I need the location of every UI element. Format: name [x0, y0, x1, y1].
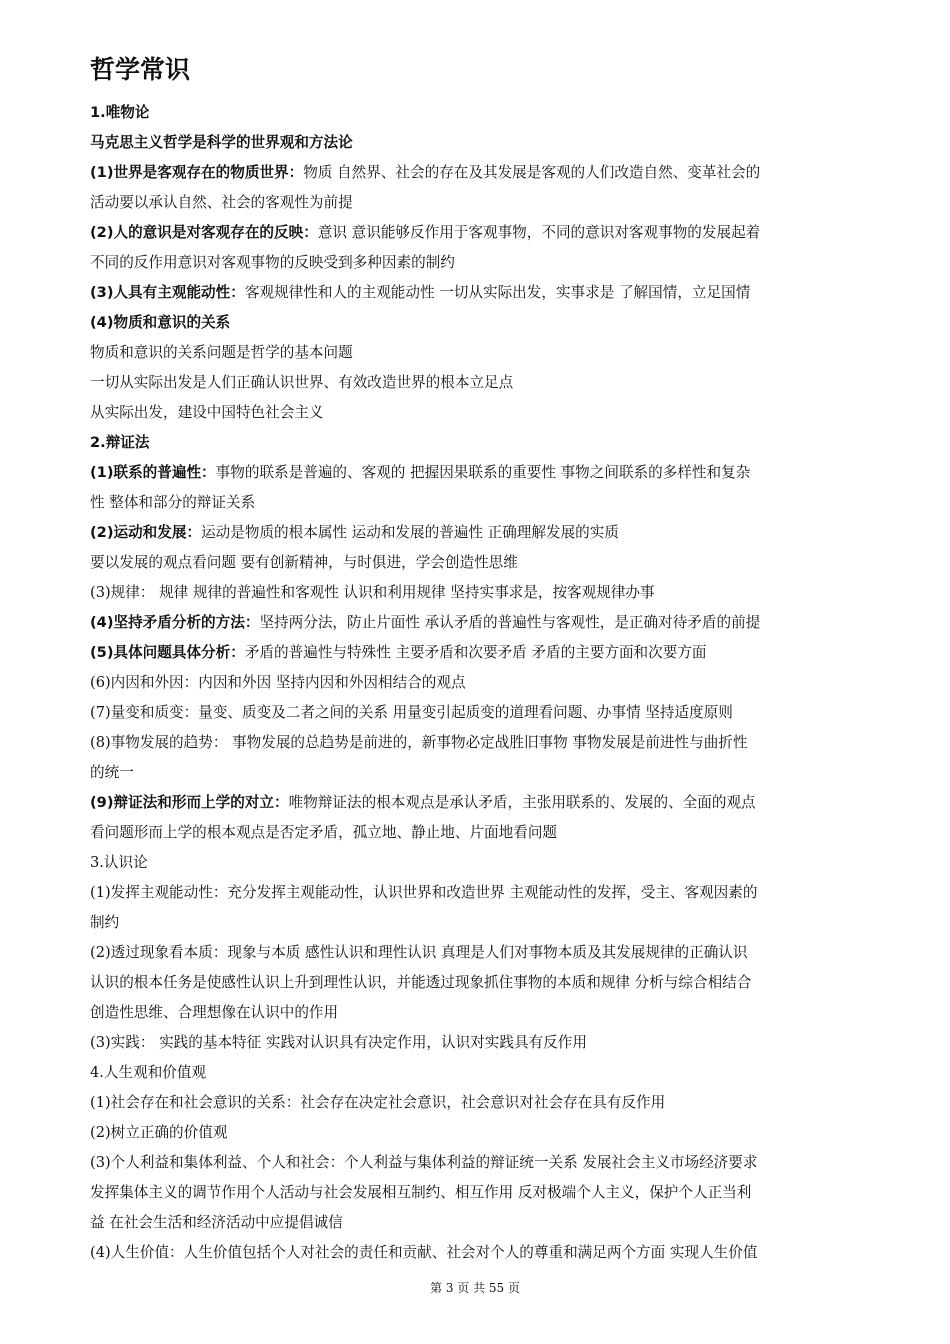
- line-text: 创造性思维、合理想像在认识中的作用: [90, 1004, 339, 1021]
- line-text: 一切从实际出发是人们正确认识世界、有效改造世界的根本立足点: [90, 374, 514, 391]
- bold-heading: 马克思主义哲学是科学的世界观和方法论: [90, 134, 353, 151]
- text-line: [90, 158, 865, 188]
- text-line: [90, 338, 865, 368]
- text-line: [90, 248, 865, 278]
- line-text: 看问题形而上学的根本观点是否定矛盾，孤立地、静止地、片面地看问题: [90, 824, 558, 841]
- text-line: [90, 1178, 865, 1208]
- text-line: [90, 1028, 865, 1058]
- text-line: [90, 758, 865, 788]
- bold-heading: (2)人的意识是对客观存在的反映：: [90, 224, 318, 241]
- line-text: (2)透过现象看本质：现象与本质 感性认识和理性认识 真理是人们对事物本质及其发展规律的正确认识: [90, 944, 748, 961]
- text-line: [90, 428, 865, 458]
- line-text: 发挥集体主义的调节作用个人活动与社会发展相互制约、相互作用 反对极端个人主义，保护个人正当利: [90, 1184, 752, 1201]
- text-line: [90, 218, 865, 248]
- text-line: [90, 608, 865, 638]
- line-text: 性 整体和部分的辩证关系: [90, 494, 256, 511]
- bold-heading: 2.辩证法: [90, 434, 150, 451]
- text-line: [90, 1118, 865, 1148]
- line-text: (3)规律： 规律 规律的普遍性和客观性 认识和利用规律 坚持实事求是，按客观规律办事: [90, 584, 655, 601]
- bold-heading: (4)物质和意识的关系: [90, 314, 231, 331]
- line-text: 制约: [90, 914, 120, 931]
- text-line: [90, 968, 865, 998]
- line-text: 认识的根本任务是使感性认识上升到理性认识，并能透过现象抓住事物的本质和规律 分析与综合相结合: [90, 974, 752, 991]
- line-text: 3.认识论: [90, 854, 148, 871]
- text-line: [90, 728, 865, 758]
- text-line: [90, 668, 865, 698]
- text-line: [90, 698, 865, 728]
- text-line: [90, 788, 865, 818]
- bold-heading: (1)联系的普遍性：: [90, 464, 216, 481]
- text-line: [90, 308, 865, 338]
- text-line: [90, 1148, 865, 1178]
- line-text: (1)社会存在和社会意识的关系：社会存在决定社会意识，社会意识对社会存在具有反作用: [90, 1094, 666, 1111]
- text-line: [90, 1208, 865, 1238]
- text-line: [90, 518, 865, 548]
- line-text: (1)发挥主观能动性：充分发挥主观能动性，认识世界和改造世界 主观能动性的发挥，受主、客观因素的: [90, 884, 758, 901]
- line-text: (3)个人利益和集体利益、个人和社会：个人利益与集体利益的辩证统一关系 发展社会主义市场经济要求: [90, 1154, 758, 1171]
- text-line: [90, 638, 865, 668]
- bold-heading: 1.唯物论: [90, 104, 150, 121]
- line-text: 客观规律性和人的主观能动性 一切从实际出发，实事求是 了解国情，立足国情: [244, 284, 751, 301]
- document-body: [90, 98, 865, 1268]
- text-line: [90, 938, 865, 968]
- line-text: 坚持两分法，防止片面性 承认矛盾的普遍性与客观性，是正确对待矛盾的前提: [259, 614, 761, 631]
- line-text: 意识 意识能够反作用于客观事物，不同的意识对客观事物的发展起着: [317, 224, 761, 241]
- text-line: [90, 878, 865, 908]
- line-text: 矛盾的普遍性与特殊性 主要矛盾和次要矛盾 矛盾的主要方面和次要方面: [244, 644, 707, 661]
- line-text: (3)实践： 实践的基本特征 实践对认识具有决定作用，认识对实践具有反作用: [90, 1034, 587, 1051]
- text-line: [90, 1088, 865, 1118]
- text-line: [90, 368, 865, 398]
- page-footer: 第 3 页 共 55 页: [430, 1281, 520, 1295]
- text-line: [90, 578, 865, 608]
- line-text: 的统一: [90, 764, 134, 781]
- text-line: [90, 488, 865, 518]
- line-text: 要以发展的观点看问题 要有创新精神，与时俱进，学会创造性思维: [90, 554, 518, 571]
- line-text: (7)量变和质变：量变、质变及二者之间的关系 用量变引起质变的道理看问题、办事情 坚持适度原则: [90, 704, 733, 721]
- line-text: 物质 自然界、社会的存在及其发展是客观的人们改造自然、变革社会的: [303, 164, 761, 181]
- line-text: 事物的联系是普遍的、客观的 把握因果联系的重要性 事物之间联系的多样性和复杂: [215, 464, 751, 481]
- text-line: [90, 1238, 865, 1268]
- text-line: [90, 278, 865, 308]
- text-line: [90, 998, 865, 1028]
- line-text: 不同的反作用意识对客观事物的反映受到多种因素的制约: [90, 254, 455, 271]
- text-line: [90, 1058, 865, 1088]
- text-line: [90, 128, 865, 158]
- line-text: 唯物辩证法的根本观点是承认矛盾，主张用联系的、发展的、全面的观点: [288, 794, 756, 811]
- line-text: 益 在社会生活和经济活动中应提倡诚信: [90, 1214, 343, 1231]
- bold-heading: (9)辩证法和形而上学的对立：: [90, 794, 289, 811]
- line-text: 从实际出发，建设中国特色社会主义: [90, 404, 324, 421]
- line-text: (4)人生价值：人生价值包括个人对社会的责任和贡献、社会对个人的尊重和满足两个方面 实现人生价值: [90, 1244, 758, 1261]
- text-line: [90, 848, 865, 878]
- line-text: 运动是物质的根本属性 运动和发展的普遍性 正确理解发展的实质: [201, 524, 619, 541]
- document-page: [90, 50, 865, 1268]
- text-line: [90, 188, 865, 218]
- text-line: [90, 98, 865, 128]
- bold-heading: (5)具体问题具体分析：: [90, 644, 245, 661]
- bold-heading: (4)坚持矛盾分析的方法：: [90, 614, 260, 631]
- text-line: [90, 548, 865, 578]
- line-text: 活动要以承认自然、社会的客观性为前提: [90, 194, 353, 211]
- text-line: [90, 818, 865, 848]
- text-line: [90, 908, 865, 938]
- text-line: [90, 398, 865, 428]
- bold-heading: (1)世界是客观存在的物质世界：: [90, 164, 304, 181]
- bold-heading: (2)运动和发展：: [90, 524, 202, 541]
- line-text: (8)事物发展的趋势： 事物发展的总趋势是前进的，新事物必定战胜旧事物 事物发展是前进性与曲折性: [90, 734, 748, 751]
- line-text: 4.人生观和价值观: [90, 1064, 207, 1081]
- line-text: 物质和意识的关系问题是哲学的基本问题: [90, 344, 353, 361]
- bold-heading: (3)人具有主观能动性：: [90, 284, 245, 301]
- line-text: (2)树立正确的价值观: [90, 1124, 228, 1141]
- text-line: [90, 458, 865, 488]
- line-text: (6)内因和外因：内因和外因 坚持内因和外因相结合的观点: [90, 674, 466, 691]
- page-title: 哲学常识: [90, 55, 191, 84]
